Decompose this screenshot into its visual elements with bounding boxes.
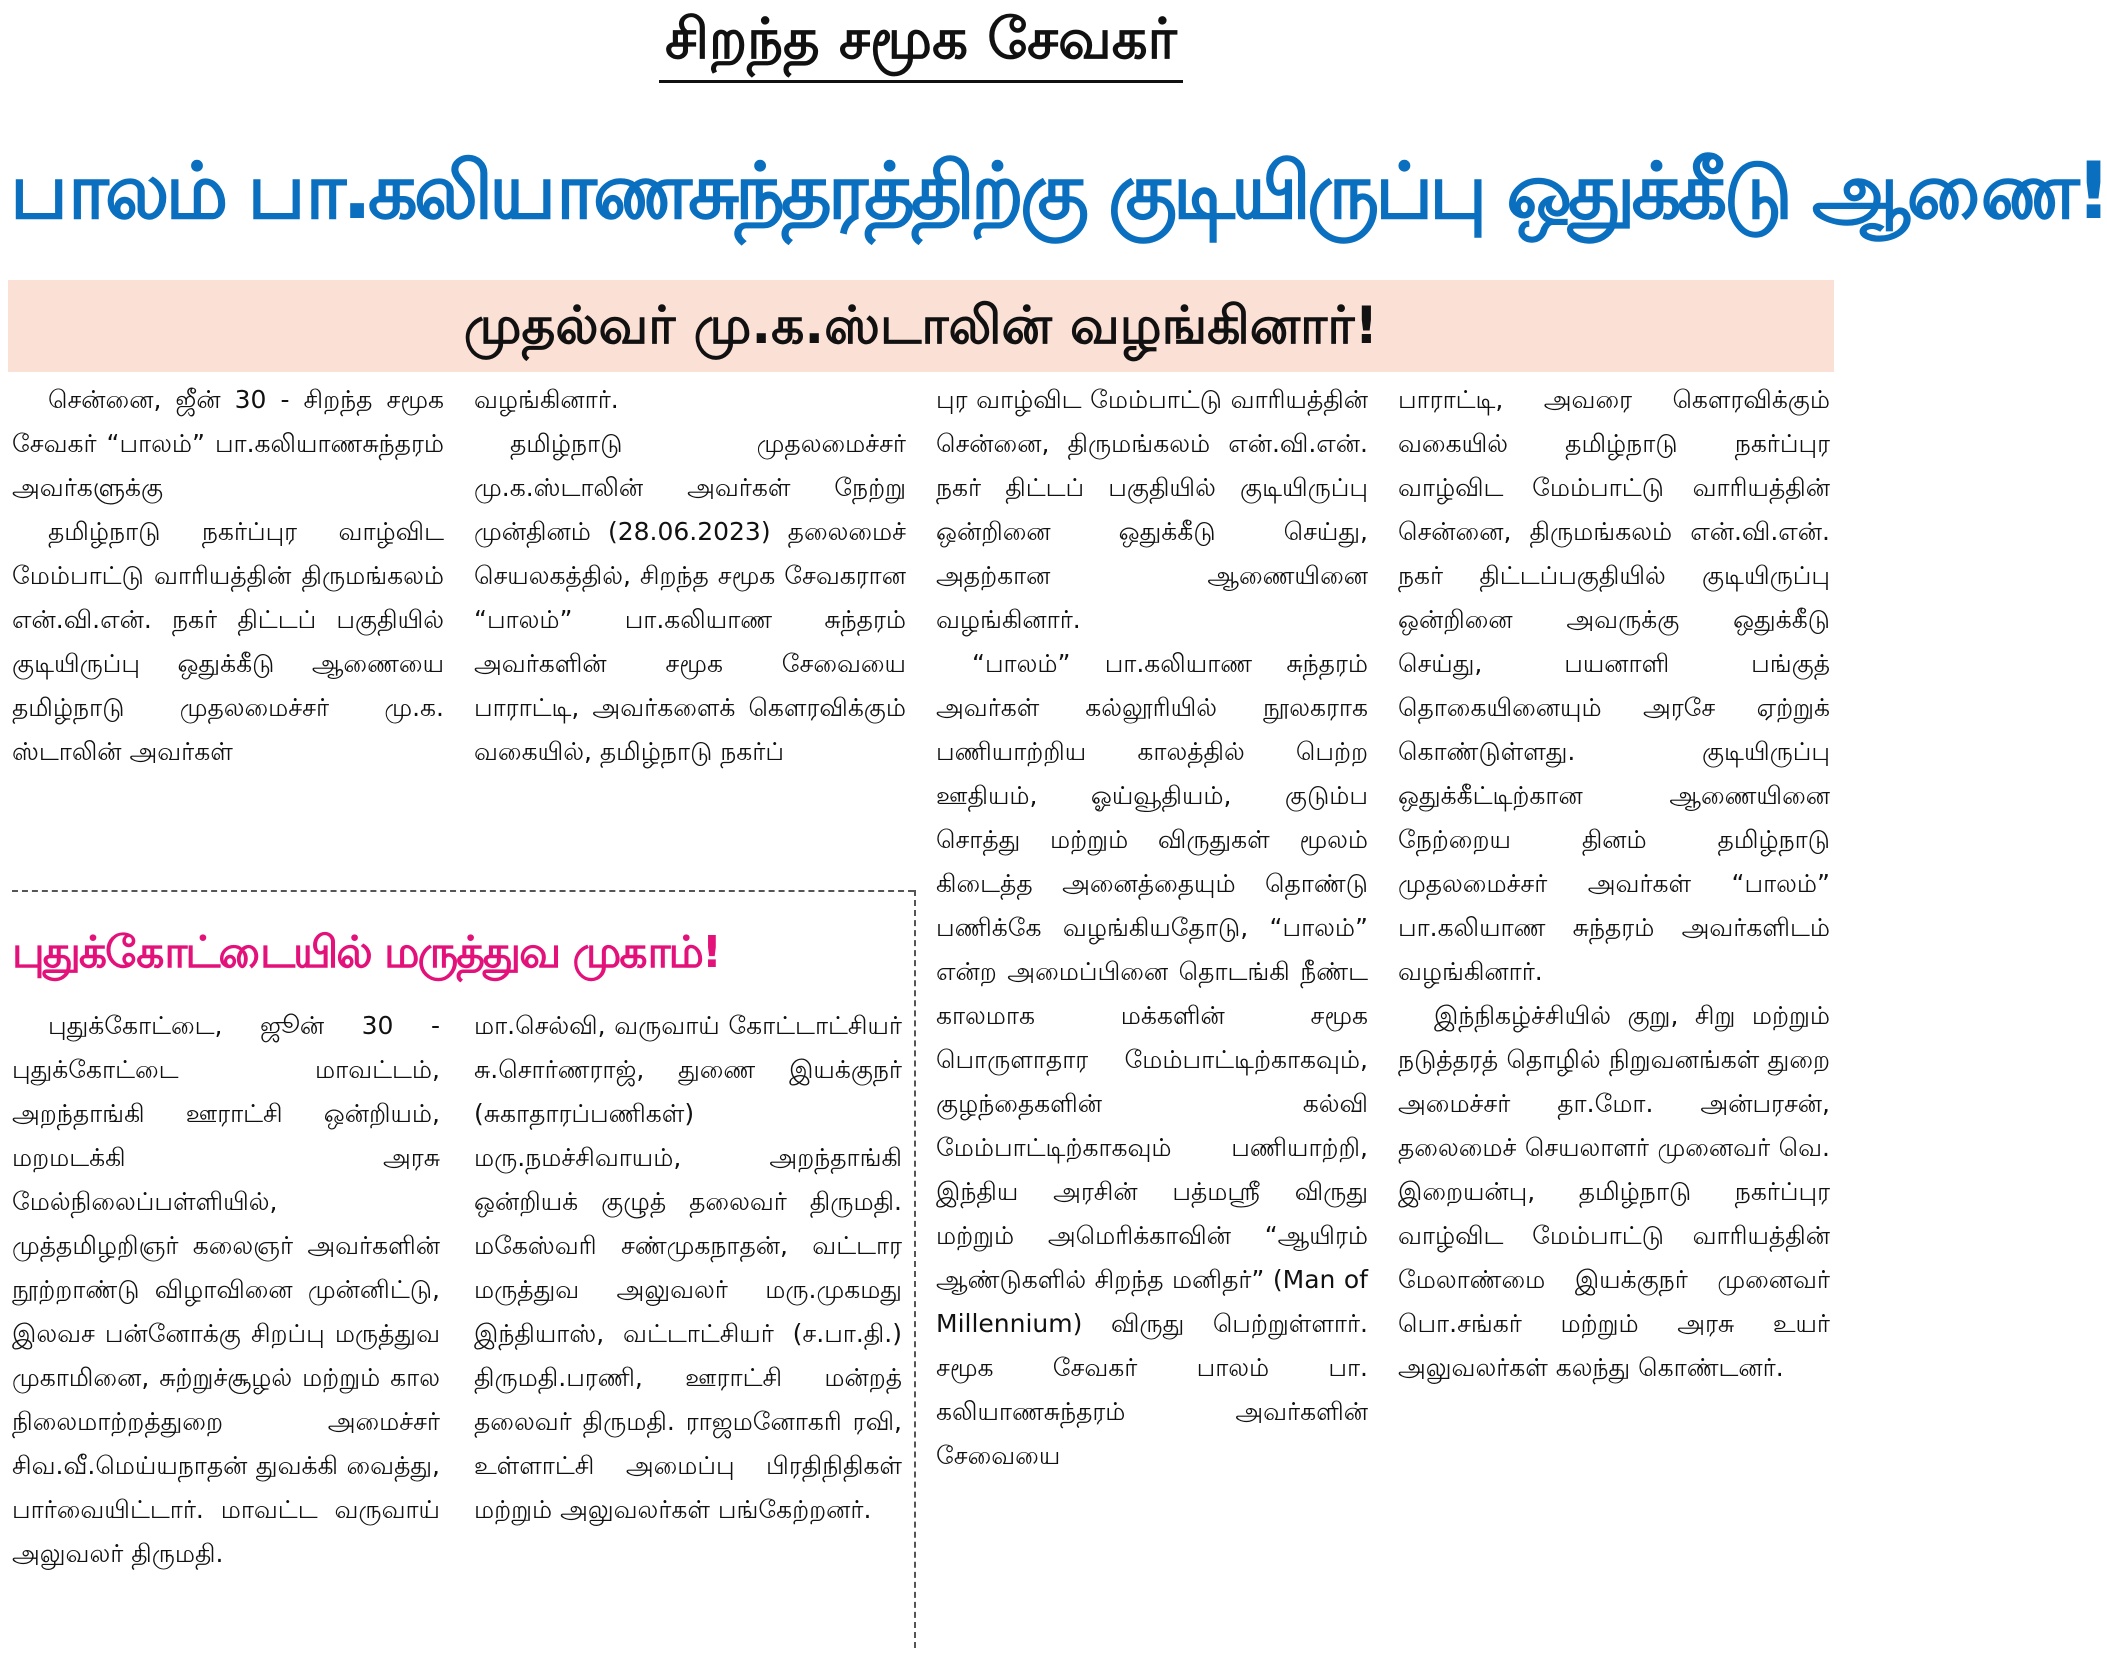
sub-headline: முதல்வர் மு.க.ஸ்டாலின் வழங்கினார்! — [8, 280, 1834, 372]
article-paragraph: புதுக்கோட்டை, ஜூன் 30 - புதுக்கோட்டை மாவட்டம், அறந்தாங்கி ஊராட்சி ஒன்றியம், மறமடக்கி அரசு மேல்நிலைப்பள்ளியில், முத்தமிழறிஞர் கலைஞர் அவர்களின் நூற்றாண்டு விழாவினை முன்னிட்டு, இலவச பன்னோக்கு சிறப்பு மருத்துவ முகாமினை, சுற்றுச்சூழல் மற்றும் கால நிலைமாற்றத்துறை அமைச்சர் சிவ.வீ.மெய்யநாதன் துவக்கி வைத்து, பார்வையிட்டார். மாவட்ட வருவாய் அலுவலர் திருமதி. — [12, 1011, 440, 1568]
main-article-column-2 — [474, 378, 906, 848]
box-article-column-2 — [474, 1004, 902, 1644]
main-article-column-3 — [936, 378, 1368, 1640]
article-paragraph: “பாலம்” பா.கலியாண சுந்தரம் அவர்கள் கல்லூரியில் நூலகராக பணியாற்றிய காலத்தில் பெற்ற ஊதியம், ஓய்வூதியம், குடும்ப சொத்து மற்றும் விருதுகள் மூலம் கிடைத்த அனைத்தையும் தொண்டு பணிக்கே வழங்கியதோடு, “பாலம்” என்ற அமைப்பினை தொடங்கி நீண்ட காலமாக மக்களின் சமூக பொருளாதார மேம்பாட்டிற்காகவும், குழந்தைகளின் கல்வி மேம்பாட்டிற்காகவும் பணியாற்றி, இந்திய அரசின் பத்மஸ்ரீ விருது மற்றும் அமெரிக்காவின் “ஆயிரம் ஆண்டுகளில் சிறந்த மனிதர்” (Man of Millennium) விருது பெற்றுள்ளார். சமூக சேவகர் பாலம் பா. கலியாணசுந்தரம் அவர்களின் சேவையை — [936, 649, 1368, 1470]
kicker-text: சிறந்த சமூக சேவகர் — [659, 0, 1183, 83]
article-paragraph: சென்னை, ஜீன் 30 - சிறந்த சமூக சேவகர் “பாலம்” பா.கலியாணசுந்தரம் அவர்களுக்கு — [12, 385, 444, 502]
main-headline: பாலம் பா.கலியாணசுந்தரத்திற்கு குடியிருப்பு ஒதுக்கீடு ஆணை! — [10, 147, 2107, 237]
main-article-column-4 — [1398, 378, 1830, 1640]
article-paragraph: வழங்கினார். — [474, 385, 619, 414]
box-article-headline: புதுக்கோட்டையில் மருத்துவ முகாம்! — [12, 927, 720, 978]
article-paragraph: தமிழ்நாடு நகர்ப்புர வாழ்விட மேம்பாட்டு வாரியத்தின் திருமங்கலம் என்.வி.என். நகர் திட்டப் பகுதியில் குடியிருப்பு ஒதுக்கீடு ஆணையை தமிழ்நாடு முதலமைச்சர் மு.க. ஸ்டாலின் அவர்கள் — [12, 517, 444, 766]
article-paragraph: புர வாழ்விட மேம்பாட்டு வாரியத்தின் சென்னை, திருமங்கலம் என்.வி.என். நகர் திட்டப் பகுதியில் குடியிருப்பு ஒன்றினை ஒதுக்கீடு செய்து, அதற்கான ஆணையினை வழங்கினார். — [936, 385, 1368, 634]
main-article-column-1 — [12, 378, 444, 848]
article-paragraph: பாராட்டி, அவரை கௌரவிக்கும் வகையில் தமிழ்நாடு நகர்ப்புர வாழ்விட மேம்பாட்டு வாரியத்தின் சென்னை, திருமங்கலம் என்.வி.என். நகர் திட்டப்பகுதியில் குடியிருப்பு ஒன்றினை அவருக்கு ஒதுக்கீடு செய்து, பயனாளி பங்குத் தொகையினையும் அரசே ஏற்றுக் கொண்டுள்ளது. குடியிருப்பு ஒதுக்கீட்டிற்கான ஆணையினை நேற்றைய தினம் தமிழ்நாடு முதலமைச்சர் அவர்கள் “பாலம்” பா.கலியாண சுந்தரம் அவர்களிடம் வழங்கினார். — [1398, 385, 1830, 986]
kicker-banner — [0, 0, 1842, 88]
article-paragraph: தமிழ்நாடு முதலமைச்சர் மு.க.ஸ்டாலின் அவர்கள் நேற்று முன்தினம் (28.06.2023) தலைமைச் செயலகத்தில், சிறந்த சமூக சேவகரான “பாலம்” பா.கலியாண சுந்தரம் அவர்களின் சமூக சேவையை பாராட்டி, அவர்களைக் கௌரவிக்கும் வகையில், தமிழ்நாடு நகர்ப் — [474, 429, 906, 766]
article-paragraph: மா.செல்வி, வருவாய் கோட்டாட்சியர் சு.சொர்ணராஜ், துணை இயக்குநர் (சுகாதாரப்பணிகள்) மரு.நமச்சிவாயம், அறந்தாங்கி ஒன்றியக் குழுத் தலைவர் திருமதி. மகேஸ்வரி சண்முகநாதன், வட்டார மருத்துவ அலுவலர் மரு.முகமது இந்தியாஸ், வட்டாட்சியர் (ச.பா.தி.) திருமதி.பரணி, ஊராட்சி மன்றத் தலைவர் திருமதி. ராஜமனோகரி ரவி, உள்ளாட்சி அமைப்பு பிரதிநிதிகள் மற்றும் அலுவலர்கள் பங்கேற்றனர். — [474, 1011, 902, 1524]
box-right-rule — [914, 890, 916, 1648]
box-article-column-1 — [12, 1004, 440, 1644]
article-paragraph: இந்நிகழ்ச்சியில் குறு, சிறு மற்றும் நடுத்தரத் தொழில் நிறுவனங்கள் துறை அமைச்சர் தா.மோ. அன்பரசன், தலைமைச் செயலாளர் முனைவர் வெ. இறையன்பு, தமிழ்நாடு நகர்ப்புர வாழ்விட மேம்பாட்டு வாரியத்தின் மேலாண்மை இயக்குநர் முனைவர் பொ.சங்கர் மற்றும் அரசு உயர் அலுவலர்கள் கலந்து கொண்டனர். — [1398, 1001, 1830, 1382]
box-top-rule — [12, 890, 914, 892]
